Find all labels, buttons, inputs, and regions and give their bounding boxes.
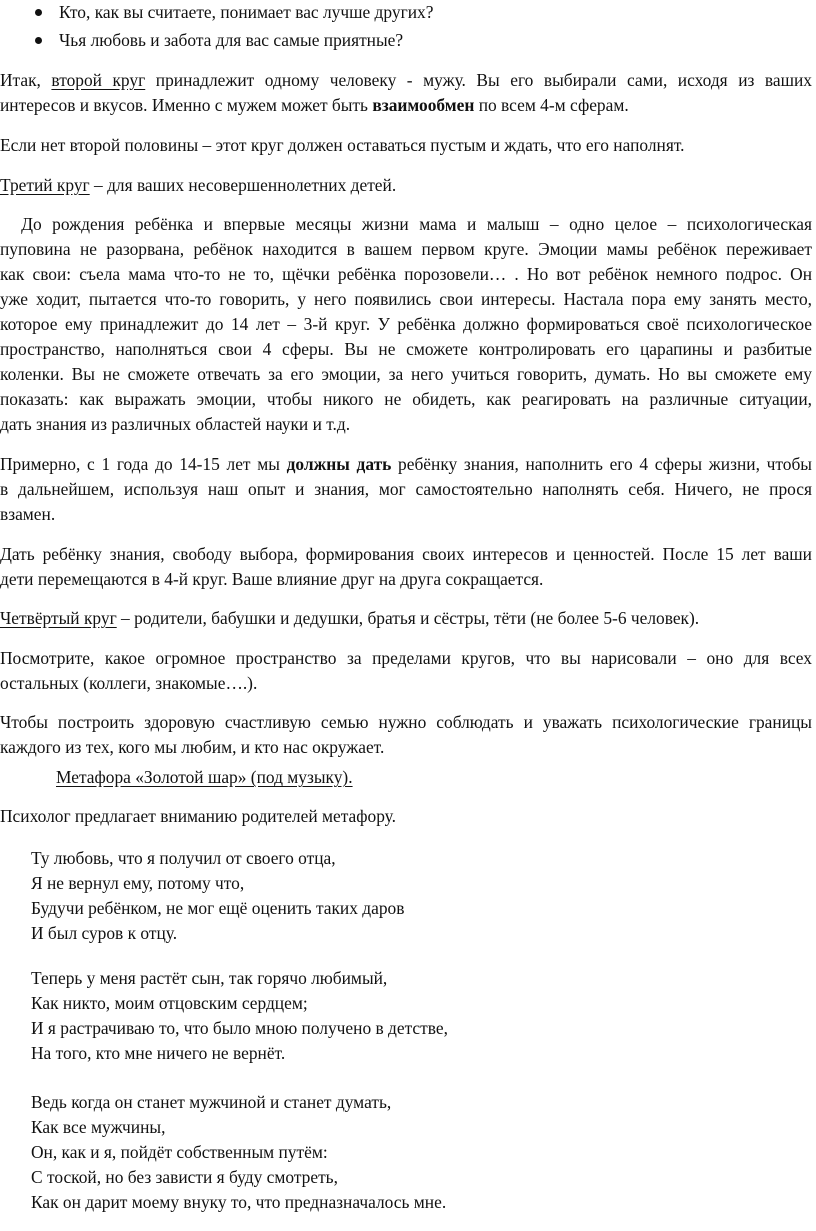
poem-line: Он, как и я, пойдёт собственным путём: (31, 1142, 328, 1162)
text-run: Итак, (0, 70, 41, 90)
paragraph-line: каждого из тех, кого мы любим, и кто нас окружает. (0, 737, 385, 757)
poem-line: На того, кто мне ничего не вернёт. (31, 1043, 286, 1063)
underlined-term: второй круг (51, 70, 146, 90)
paragraph-line: как свои: съела мама что-то не то, щёчки ребёнка порозовели… . Но вот ребёнок немного подрос. Он (0, 264, 812, 284)
section-title: Метафора «Золотой шар» (под музыку). (56, 767, 353, 787)
poem-line: Как все мужчины, (31, 1117, 166, 1137)
paragraph-line: в дальнейшем, используя наш опыт и знания, мог самостоятельно наполнять себя. Ничего, не прося (0, 479, 812, 499)
text-run: Примерно, с 1 года до 14-15 лет мы (0, 454, 287, 474)
paragraph-line: показать: как выражать эмоции, чтобы никого не обидеть, как реагировать на различные ситуации, (0, 389, 812, 409)
underlined-term: Четвёртый круг (0, 608, 117, 628)
bullet-text: Кто, как вы считаете, понимает вас лучше других? (59, 2, 434, 22)
text-run: – родители, бабушки и дедушки, братья и сёстры, тёти (не более 5-6 человек). (116, 608, 700, 628)
paragraph-line: Дать ребёнку знания, свободу выбора, формирования своих интересов и ценностей. После 15 лет ваши (0, 544, 812, 564)
bullet-text: Чья любовь и забота для вас самые приятные? (59, 30, 404, 50)
bullet-icon (35, 9, 42, 16)
poem-line: Ведь когда он станет мужчиной и станет думать, (31, 1092, 392, 1112)
paragraph-line: Если нет второй половины – этот круг должен оставаться пустым и ждать, что его наполнят. (0, 135, 685, 155)
poem-line: С тоской, но без зависти я буду смотреть, (31, 1167, 338, 1187)
paragraph-line: уже ходит, пытается что-то говорить, у него появились свои интересы. Настала пора ему занять место, (0, 289, 812, 309)
paragraph-line: которое ему принадлежит до 14 лет – 3-й круг. У ребёнка должно формироваться своё психологическое (0, 314, 812, 334)
paragraph-line: До рождения ребёнка и впервые месяцы жизни мама и малыш – одно целое – психологическая (0, 214, 812, 234)
text-run: принадлежит одному человеку - мужу. Вы его выбирали сами, исходя из ваших (155, 70, 812, 90)
paragraph-line: пространство, наполняться свои 4 сферы. Вы не сможете контролировать его царапины и разбитые (0, 339, 812, 359)
text-run: – для ваших несовершеннолетних детей. (89, 175, 397, 195)
bullet-item (59, 28, 403, 52)
text-run: ребёнку знания, наполнить его 4 сферы жизни, чтобы (391, 454, 812, 474)
bold-term: должны дать (286, 454, 392, 474)
text-run: по всем 4-м сферам. (474, 95, 629, 115)
bullet-icon (35, 37, 42, 44)
paragraph-line: взамен. (0, 504, 56, 524)
paragraph-line: дети перемещаются в 4-й круг. Ваше влияние друг на друга сокращается. (0, 569, 544, 589)
poem-line: Как никто, моим отцовским сердцем; (31, 993, 308, 1013)
paragraph-line: коленки. Вы не сможете отвечать за его эмоции, за него учиться говорить, думать. Но вы сможете ему (0, 364, 812, 384)
poem-line: Будучи ребёнком, не мог ещё оценить таких даров (31, 898, 405, 918)
bold-term: взаимообмен (372, 95, 475, 115)
text-run: интересов и вкусов. Именно с мужем может быть (0, 95, 373, 115)
poem-line: И был суров к отцу. (31, 923, 178, 943)
poem-line: Я не вернул ему, потому что, (31, 873, 245, 893)
poem-line: Как он дарит моему внуку то, что предназначалось мне. (31, 1192, 447, 1212)
paragraph-line (0, 68, 812, 92)
poem-line: Теперь у меня растёт сын, так горячо любимый, (31, 968, 388, 988)
paragraph-line: Психолог предлагает вниманию родителей метафору. (0, 806, 396, 826)
poem-line: И я растрачиваю то, что было мною получено в детстве, (31, 1018, 448, 1038)
paragraph-line (0, 452, 812, 476)
paragraph-line (0, 173, 396, 197)
paragraph-line: остальных (коллеги, знакомые….). (0, 673, 258, 693)
paragraph-line: Посмотрите, какое огромное пространство за пределами кругов, что вы нарисовали – оно для всех (0, 648, 812, 668)
paragraph-line (0, 93, 629, 117)
underlined-term: Третий круг (0, 175, 90, 195)
paragraph-line: дать знания из различных областей науки и т.д. (0, 414, 351, 434)
paragraph-line: Чтобы построить здоровую счастливую семью нужно соблюдать и уважать психологические границы (0, 712, 812, 732)
bullet-item (59, 0, 433, 24)
paragraph-line (0, 606, 699, 630)
poem-line: Ту любовь, что я получил от своего отца, (31, 848, 336, 868)
paragraph-line: пуповина не разорвана, ребёнок находится в вашем первом круге. Эмоции мамы ребёнок переживает (0, 239, 812, 259)
